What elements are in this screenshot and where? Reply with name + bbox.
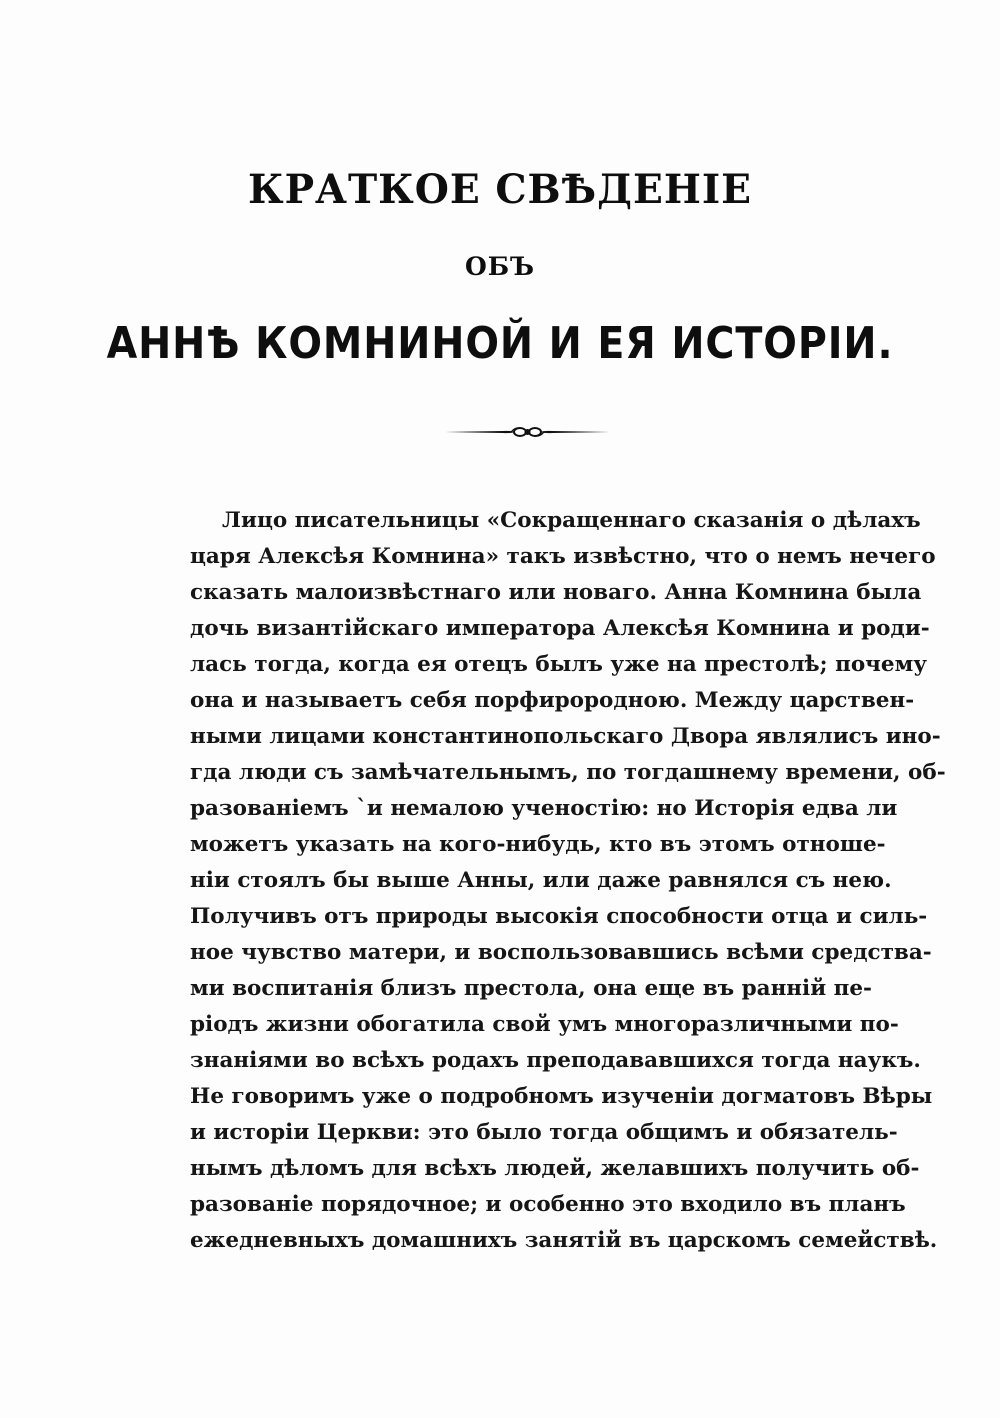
text-line: ными лицами константинопольскаго Двора являлисъ ино- <box>190 724 941 749</box>
body-paragraph <box>190 503 946 1259</box>
text-line: Получивъ отъ природы высокія способности отца и силь- <box>190 904 928 929</box>
fleuron-divider-icon <box>445 424 610 440</box>
text-line: ежедневныхъ домашнихъ занятій въ царскомъ семействѣ. <box>190 1228 938 1253</box>
document-heading: АННѢ КОМНИНОЙ И ЕЯ ИСТОРІИ. <box>106 318 894 369</box>
text-line: дочь византійскаго императора Алексѣя Комнина и роди- <box>190 616 930 641</box>
text-line: разованіе порядочное; и особенно это входило въ планъ <box>190 1192 906 1217</box>
text-line: царя Алексѣя Комнина» такъ извѣстно, что о немъ нечего <box>190 544 936 569</box>
document-title: КРАТКОЕ СВѢДЕНІЕ <box>247 166 753 213</box>
text-line: гда люди съ замѣчательнымъ, по тогдашнему времени, об- <box>190 760 946 785</box>
text-line: ріодъ жизни обогатила свой умъ многоразличными по- <box>190 1012 899 1037</box>
text-line: ное чувство матери, и воспользовавшись всѣми средства- <box>190 940 932 965</box>
text-line: разованіемъ `и немалою ученостію: но Исторія едва ли <box>190 796 898 821</box>
text-line: она и называетъ себя порфирородною. Между царствен- <box>190 688 915 713</box>
document-subtitle: ОБЪ <box>464 252 536 281</box>
text-line: и исторіи Церкви: это было тогда общимъ и обязатель- <box>190 1120 898 1145</box>
text-line: нымъ дѣломъ для всѣхъ людей, желавшихъ получить об- <box>190 1156 920 1181</box>
text-line: ми воспитанія близъ престола, она еще въ раннiй пе- <box>190 976 872 1001</box>
text-line: Лицо писательницы «Сокращеннаго сказанія о дѣлахъ <box>222 508 921 533</box>
text-line: знаніями во всѣхъ родахъ преподававшихся тогда наукъ. <box>190 1048 921 1073</box>
text-line: можетъ указать на кого-нибудь, кто въ этомъ отноше- <box>190 832 886 857</box>
text-line: ніи стоялъ бы выше Анны, или даже равнялся съ нею. <box>190 868 892 893</box>
text-line: лась тогда, когда ея отецъ былъ уже на престолѣ; почему <box>190 652 928 677</box>
text-line: сказать малоизвѣстнаго или новаго. Анна Комнина была <box>190 580 922 605</box>
text-line: Не говоримъ уже о подробномъ изученіи догматовъ Вѣры <box>190 1084 933 1109</box>
